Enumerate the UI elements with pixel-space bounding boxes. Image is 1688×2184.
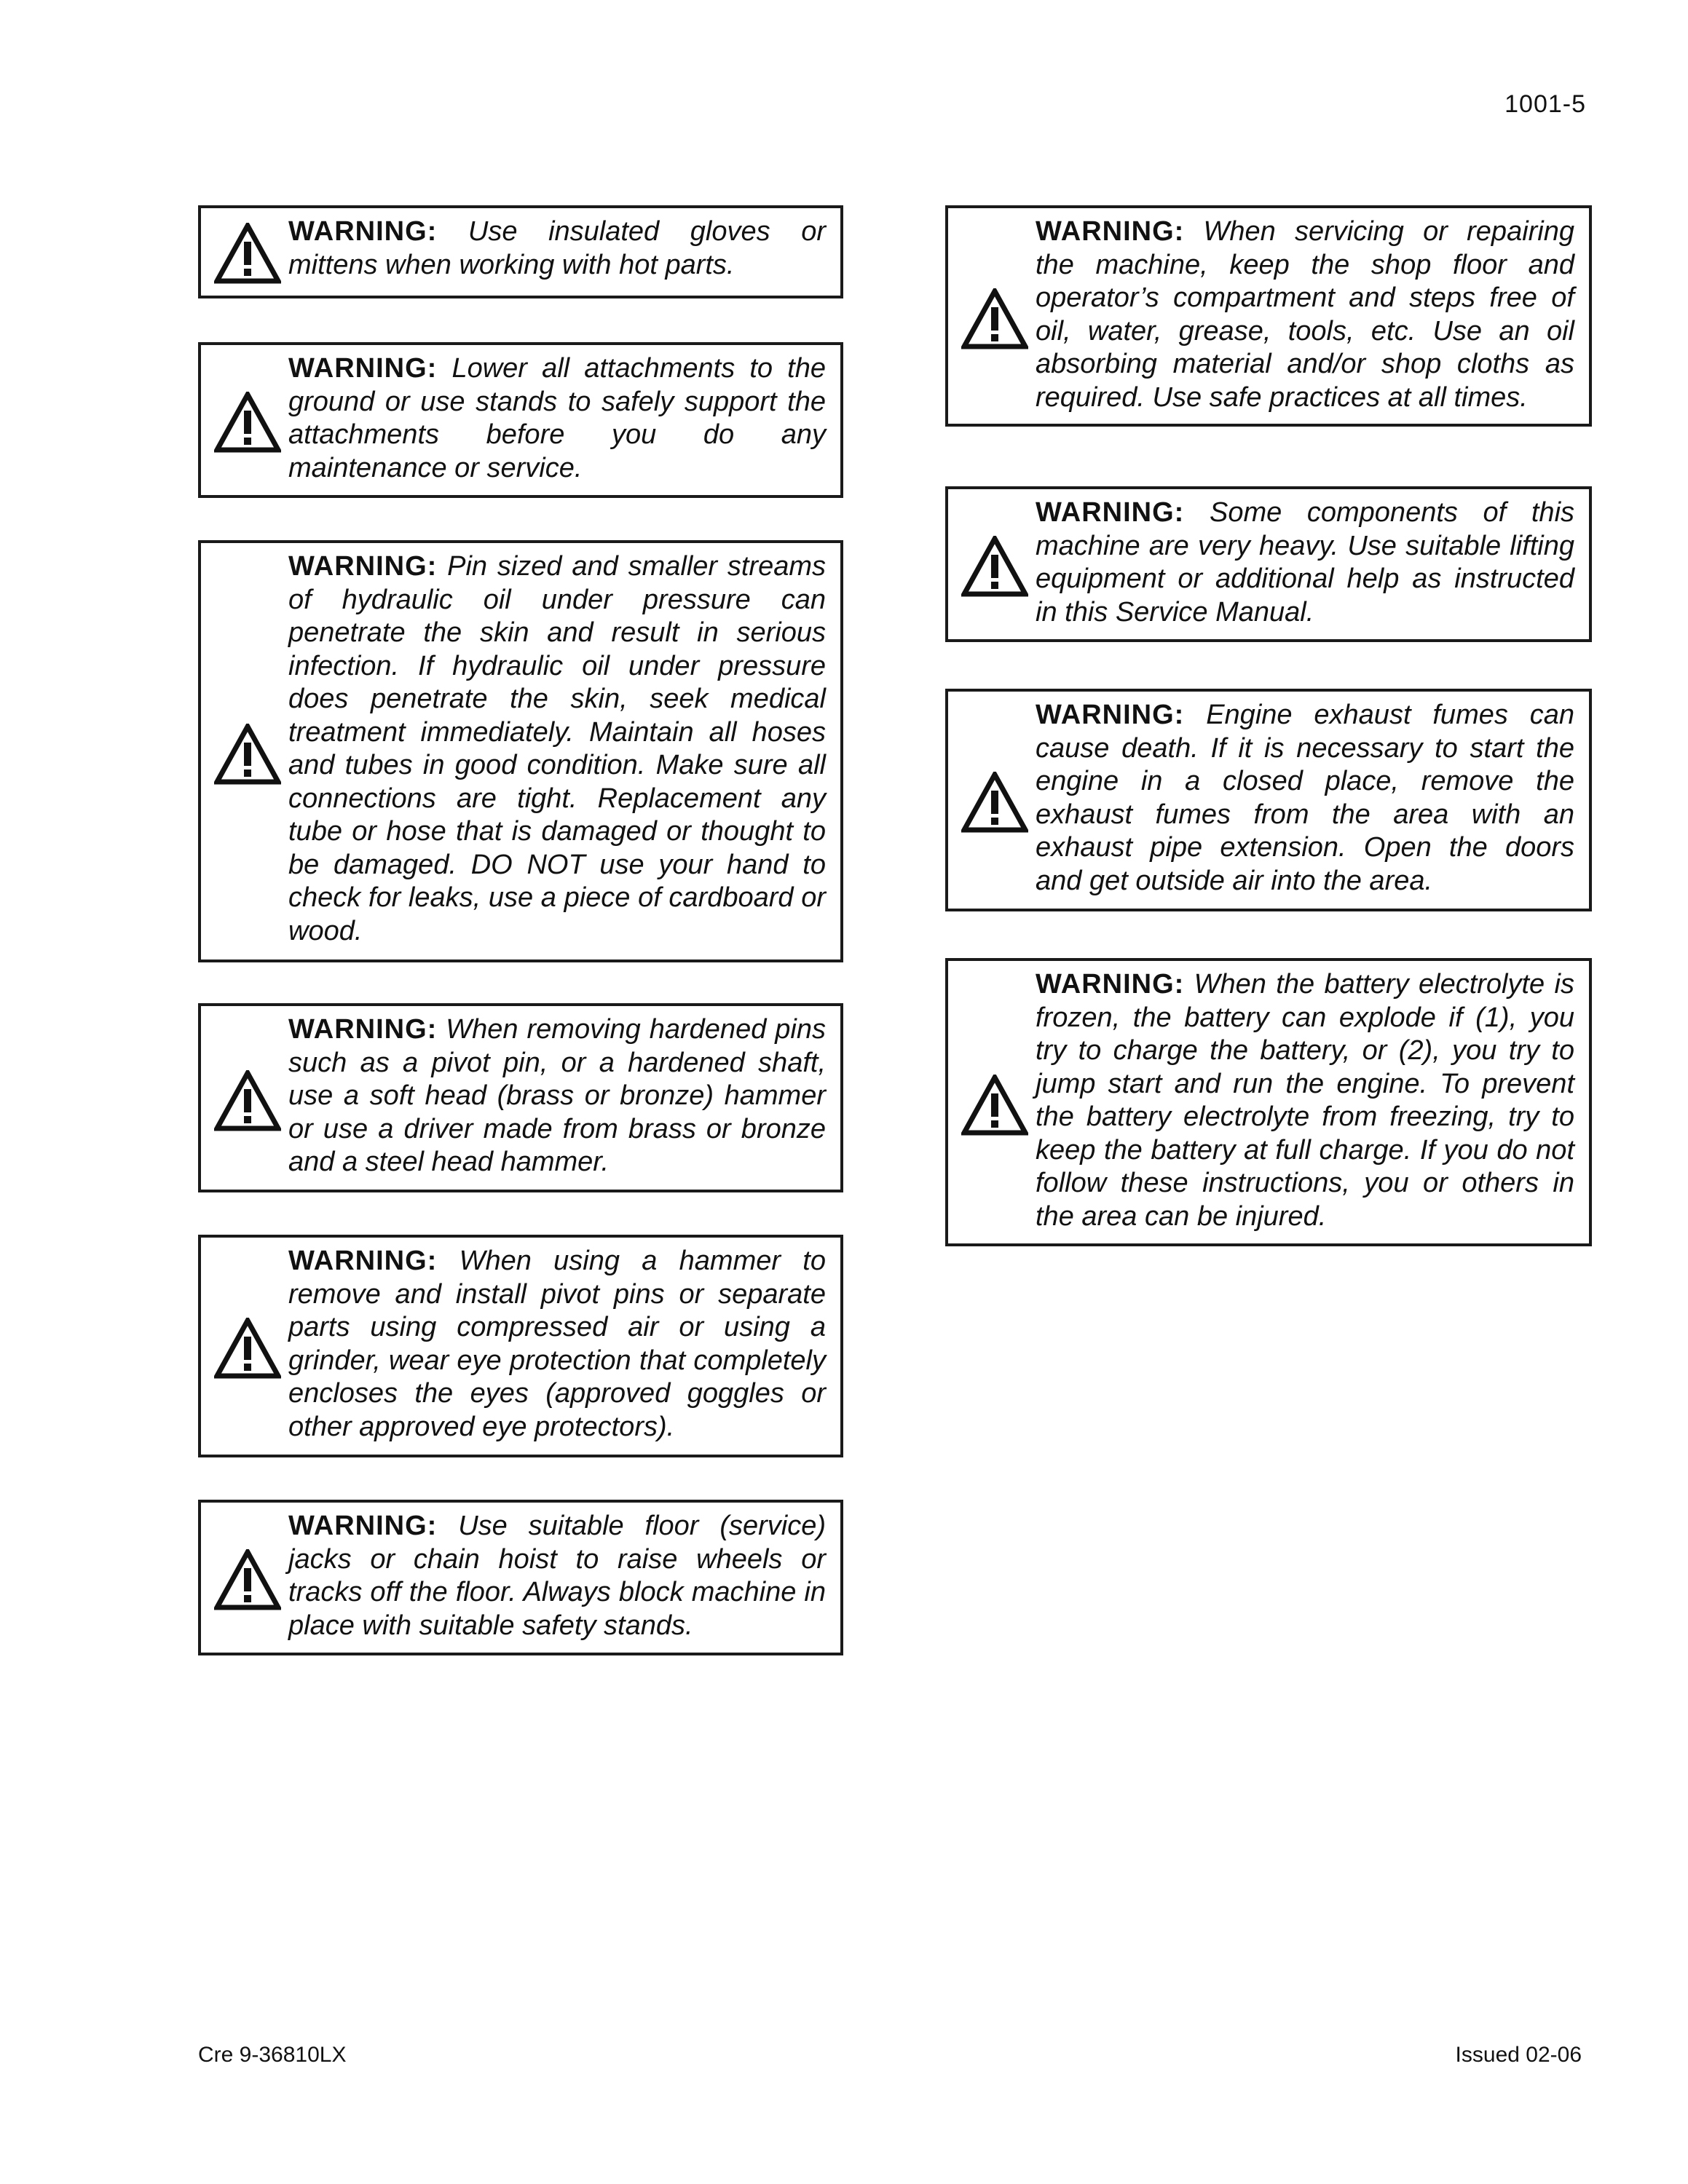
warning-triangle-icon [214,724,281,785]
warning-box-hot-parts [198,205,843,298]
warning-box-shop-floor [945,205,1592,427]
warning-message: When using a hammer to remove and install pivot pins or separate parts using compressed air or using a grinder, wear eye protection that completely encloses the eyes (approved goggles or other approved eye protectors). [288,1246,826,1442]
warning-triangle-icon [961,772,1028,833]
warning-label: WARNING: [1036,497,1185,528]
warning-triangle-icon [214,1549,281,1610]
warning-text [288,550,826,948]
footer-issued-date: Issued 02-06 [1455,2043,1582,2067]
warning-label: WARNING: [288,216,438,247]
warning-box-hydraulic-oil [198,540,843,962]
warning-triangle-icon [961,1075,1028,1136]
warning-box-eye-protection [198,1235,843,1457]
warning-label: WARNING: [288,1511,438,1541]
warning-message: Lower all attachments to the ground or use stands to safely support the attachments before you do any maintenance or service. [288,353,827,483]
warning-message: When removing hardened pins such as a pivot pin, or a hardened shaft, use a soft head (brass or bronze) hammer or use a driver made from brass or bronze and a steel head hammer. [288,1014,827,1177]
warning-text [1036,215,1574,414]
warning-text [288,1245,826,1444]
warning-box-battery-electrolyte [945,958,1592,1246]
warning-text [288,1510,826,1642]
warning-triangle-icon [961,288,1028,349]
warning-message: When the battery electrolyte is frozen, the battery can explode if (1), you try to charge the battery, or (2), you try to jump start and run the engine. To prevent the battery electrolyte from freezing, try to keep the battery at full charge. If you do not follow these instructions, you or others in the area can be injured. [1036,969,1574,1232]
warning-box-exhaust-fumes [945,689,1592,911]
warning-text [1036,968,1574,1233]
warning-text [288,215,826,282]
warning-label: WARNING: [1036,216,1185,247]
warning-label: WARNING: [1036,700,1185,730]
warning-triangle-icon [961,536,1028,597]
warning-triangle-icon [214,1318,281,1379]
warning-triangle-icon [214,1070,281,1131]
warning-text [288,352,826,485]
warning-message: Some components of this machine are very heavy. Use suitable lifting equipment or additional help as instructed in this Service Manual. [1036,497,1575,628]
warning-message: Pin sized and smaller streams of hydraulic oil under pressure can penetrate the skin and result in serious infection. If hydraulic oil under pressure does penetrate the skin, seek medical treatment immediately. Maintain all hoses and tubes in good condition. Make sure all connections are tight. Replacement any tube or hose that is damaged or thought to be damaged. DO NOT use your hand to check for leaks, use a piece of cardboard or wood. [288,551,826,946]
warning-label: WARNING: [288,551,438,582]
warning-triangle-icon [214,392,281,453]
warning-message: Use suitable floor (service) jacks or chain hoist to raise wheels or tracks off the floor. Always block machine in place with suitable safety stands. [288,1511,826,1641]
warning-message: When servicing or repairing the machine, keep the shop floor and operator’s compartment and steps free of oil, water, grease, tools, etc. Use an oil absorbing material and/or shop cloths as required. Use safe practices at all times. [1036,216,1575,413]
warning-triangle-icon [214,223,281,284]
warning-label: WARNING: [288,1246,438,1276]
warning-text [1036,699,1574,898]
footer-doc-code: Cre 9-36810LX [198,2043,347,2067]
warning-label: WARNING: [1036,969,1185,1000]
warning-box-heavy-components [945,486,1592,642]
warning-box-hardened-pins [198,1003,843,1192]
warning-text [288,1013,826,1179]
page-number: 1001-5 [1504,90,1586,118]
warning-label: WARNING: [288,353,438,384]
warning-box-floor-jacks [198,1500,843,1655]
warning-text [1036,496,1574,629]
warning-message: Use insulated gloves or mittens when working with hot parts. [288,216,826,280]
warning-message: Engine exhaust fumes can cause death. If it is necessary to start the engine in a closed place, remove the exhaust fumes from the area with an exhaust pipe extension. Open the doors and get outside air into the area. [1036,700,1574,896]
warning-label: WARNING: [288,1014,438,1045]
warning-box-attachments [198,342,843,498]
